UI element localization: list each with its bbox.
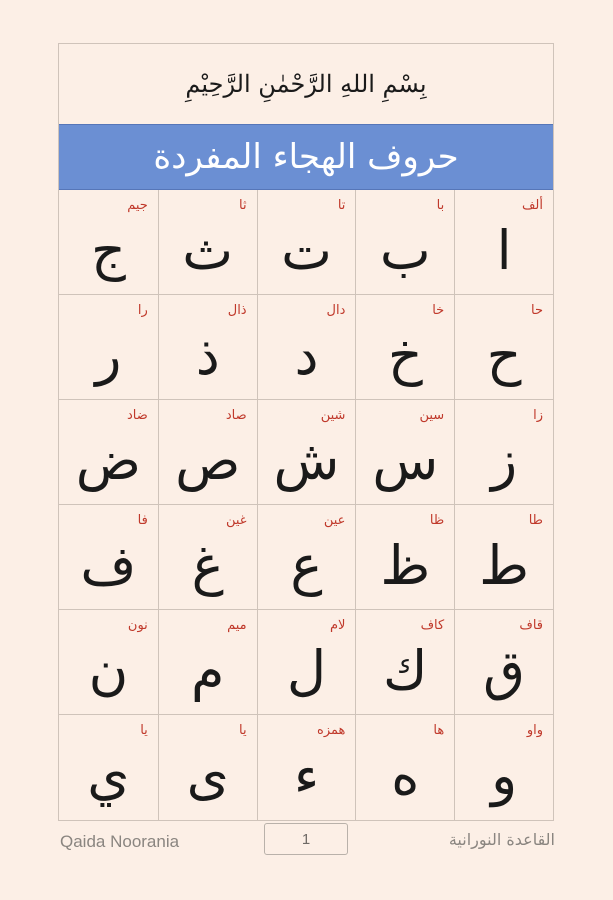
- letter-glyph: ث: [182, 218, 234, 282]
- letter-glyph: ع: [290, 533, 323, 597]
- letter-name: ذال: [227, 303, 247, 318]
- letter-glyph: خ: [387, 323, 423, 387]
- letter-name: يا: [140, 723, 148, 738]
- letter-cell: [158, 400, 257, 505]
- letter-glyph: ت: [281, 218, 332, 282]
- letter-cell: [454, 715, 553, 820]
- letter-name: ضاد: [127, 408, 148, 423]
- letter-glyph: ض: [75, 428, 142, 492]
- letter-name: طا: [528, 513, 543, 528]
- letter-name: نون: [127, 618, 148, 633]
- letter-name: ثا: [239, 198, 247, 213]
- letter-name: شين: [320, 408, 346, 423]
- letter-glyph: ه: [391, 744, 420, 807]
- letter-name: ألف: [521, 198, 543, 213]
- letter-cell: [257, 295, 356, 400]
- letter-cell: [454, 610, 553, 715]
- letter-name: را: [137, 303, 148, 318]
- letter-glyph: ذ: [195, 323, 220, 387]
- letter-glyph: ج: [90, 218, 126, 282]
- letter-glyph: ز: [491, 428, 518, 492]
- letter-glyph: ب: [379, 218, 431, 282]
- letter-cell: [355, 610, 454, 715]
- letter-glyph: ط: [479, 533, 530, 597]
- letter-name: تا: [337, 198, 346, 213]
- letter-name: غين: [225, 513, 247, 528]
- letter-name: دال: [326, 303, 346, 318]
- letter-cell: [257, 610, 356, 715]
- letter-cell: [59, 295, 158, 400]
- letter-cell: [158, 505, 257, 610]
- letter-cell: [355, 505, 454, 610]
- letter-cell: [454, 400, 553, 505]
- page-frame: [58, 43, 554, 821]
- letter-name: زا: [533, 408, 543, 423]
- letter-cell: [257, 715, 356, 820]
- letter-name: صاد: [225, 408, 247, 423]
- letter-cell: [454, 295, 553, 400]
- letter-glyph: ف: [80, 533, 137, 597]
- letter-cell: [59, 610, 158, 715]
- letter-grid: [59, 190, 553, 820]
- footer-book-name: Qaida Noorania: [60, 832, 180, 851]
- letter-cell: [355, 190, 454, 295]
- letter-glyph: ا: [496, 218, 512, 282]
- letter-glyph: ء: [293, 744, 320, 807]
- letter-name: ظا: [429, 513, 445, 528]
- letter-glyph: ل: [286, 638, 327, 702]
- letter-name: جيم: [127, 198, 148, 213]
- letter-name: قاف: [519, 618, 543, 633]
- letter-glyph: ق: [483, 638, 526, 702]
- page-title: حروف الهجاء المفردة: [59, 124, 553, 190]
- footer-book-name-arabic: القاعدة النورانية: [448, 830, 555, 849]
- letter-glyph: ى: [186, 744, 229, 807]
- letter-name: با: [436, 198, 445, 213]
- letter-name: كاف: [420, 618, 445, 633]
- letter-glyph: م: [191, 638, 225, 702]
- letter-name: سين: [419, 408, 445, 423]
- letter-cell: [158, 610, 257, 715]
- letter-glyph: ن: [88, 638, 129, 702]
- letter-glyph: د: [294, 323, 319, 387]
- letter-cell: [59, 715, 158, 820]
- letter-cell: [257, 190, 356, 295]
- letter-glyph: ك: [383, 638, 428, 702]
- letter-glyph: ح: [486, 323, 522, 387]
- letter-name: ميم: [227, 618, 247, 633]
- letter-cell: [454, 190, 553, 295]
- letter-name: ها: [433, 723, 445, 738]
- letter-name: عين: [323, 513, 346, 528]
- letter-glyph: س: [372, 428, 439, 492]
- basmala: بِسْمِ اللهِ الرَّحْمٰنِ الرَّحِيْمِ: [185, 70, 427, 98]
- letter-glyph: ي: [87, 744, 130, 807]
- letter-name: خا: [432, 303, 445, 318]
- letter-glyph: و: [491, 744, 518, 807]
- letter-cell: [59, 190, 158, 295]
- letter-name: واو: [526, 723, 543, 738]
- letter-cell: [59, 400, 158, 505]
- letter-cell: [454, 505, 553, 610]
- letter-name: يا: [239, 723, 247, 738]
- letter-name: همزه: [317, 723, 346, 738]
- letter-cell: [158, 295, 257, 400]
- letter-name: حا: [531, 303, 543, 318]
- letter-cell: [257, 400, 356, 505]
- letter-cell: [257, 505, 356, 610]
- letter-cell: [355, 400, 454, 505]
- letter-glyph: ش: [273, 428, 340, 492]
- letter-glyph: غ: [191, 533, 224, 597]
- letter-cell: [355, 715, 454, 820]
- letter-glyph: ظ: [380, 533, 431, 597]
- letter-glyph: ر: [95, 323, 122, 387]
- letter-cell: [158, 715, 257, 820]
- page-number: 1: [264, 823, 348, 855]
- letter-name: فا: [137, 513, 148, 528]
- letter-cell: [158, 190, 257, 295]
- letter-cell: [355, 295, 454, 400]
- letter-cell: [59, 505, 158, 610]
- letter-name: لام: [329, 618, 346, 633]
- letter-glyph: ص: [175, 428, 241, 492]
